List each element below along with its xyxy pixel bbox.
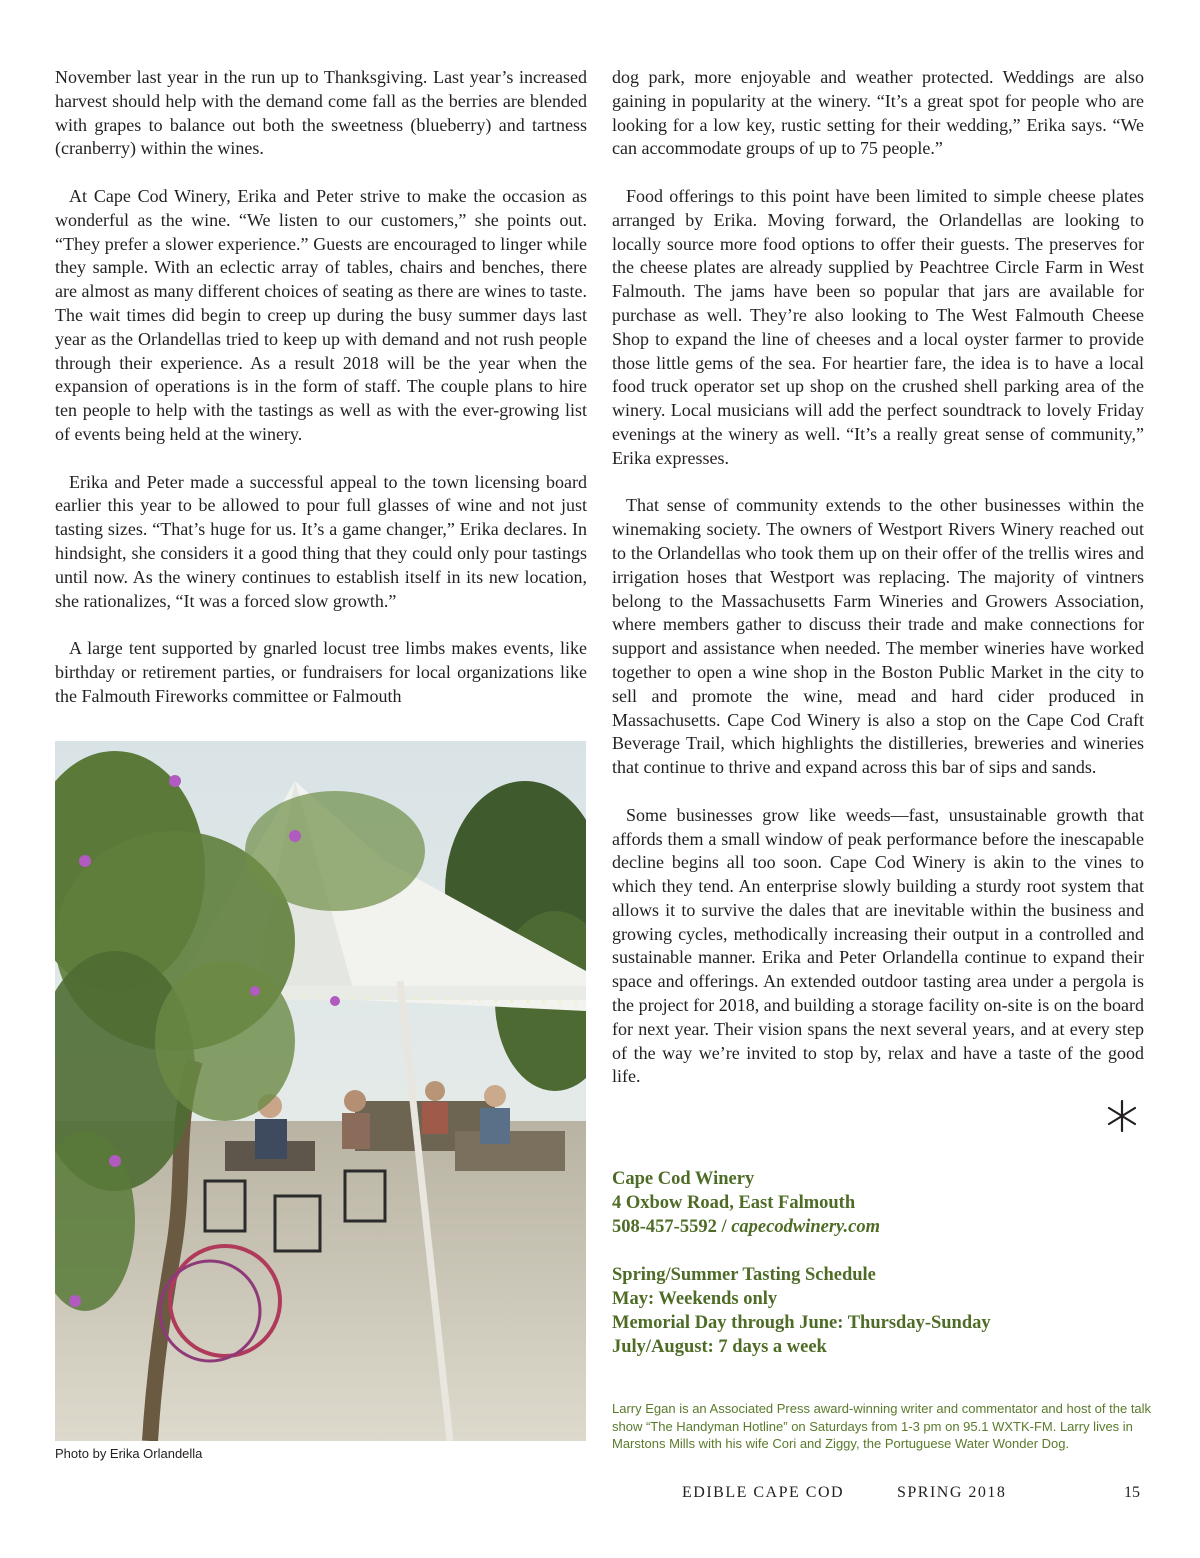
article-paragraph: Erika and Peter made a successful appeal to the town licensing board earlier this year to be allowed to pour full glasses of wine and not just tasting sizes. “That’s huge for us. It’s a game changer,” Erika declares. In hindsight, she considers it a good thing that they could only pour tastings until now. As the winery continues to establish itself in its new location, she rationalizes, “It was a forced slow growth.” — [55, 471, 587, 611]
article-paragraph: At Cape Cod Winery, Erika and Peter strive to make the occasion as wonderful as the wine. “We listen to our customers,” she points out. “They prefer a slower experience.” Guests are encouraged to linger while they sample. With an eclectic array of tables, chairs and benches, there are almost as many different choices of seating as there are wines to taste. The wait times did begin to creep up during the busy summer days last year as the Orlandellas tried to keep up with demand and not rush people through their experience. As a result 2018 will be the year when the expansion of operations is in the form of staff. The couple plans to hire ten people to help with the tastings as well as with the ever-growing list of events being held at the winery. — [55, 185, 587, 444]
schedule-item: May: Weekends only — [612, 1289, 778, 1309]
winery-tent-photo — [55, 741, 586, 1441]
winery-contact-info — [612, 1167, 991, 1359]
article-paragraph: A large tent supported by gnarled locust tree limbs makes events, like birthday or retirement parties, or fundraisers for local organizations like the Falmouth Fireworks committee or Falmouth — [55, 638, 587, 706]
schedule-item: July/August: 7 days a week — [612, 1337, 827, 1357]
author-bio: Larry Egan is an Associated Press award-winning writer and commentator and host of the talk show “The Handyman Hotline” on Saturdays from 1-3 pm on 95.1 WXTK-FM. Larry lives in Marstons Mills with his wife Cori and Ziggy, the Portuguese Water Wonder Dog. — [612, 1401, 1152, 1451]
winery-name: Cape Cod Winery — [612, 1169, 755, 1189]
article-left-column — [55, 66, 587, 732]
article-paragraph: November last year in the run up to Thanksgiving. Last year’s increased harvest should help with the demand come fall as the berries are blended with grapes to balance out both the sweetness (blueberry) and tartness (cranberry) within the wines. — [55, 67, 587, 159]
article-paragraph: Food offerings to this point have been limited to simple cheese plates arranged by Erika. Moving forward, the Orlandellas are looking to locally source more food options to offer their guests. The preserves for the cheese plates are already supplied by Peachtree Circle Farm in West Falmouth. The jams have been so popular that jars are available for purchase as well. They’re also looking to The West Falmouth Cheese Shop to expand the line of cheeses and a local oyster farmer to provide those little gems of the sea. For heartier fare, the idea is to have a local food truck operator set up shop on the crushed shell parking area of the winery. Local musicians will add the perfect soundtrack to lovely Friday evenings at the winery as well. “It’s a really great sense of community,” Erika expresses. — [612, 185, 1144, 468]
page-footer — [0, 1484, 1200, 1506]
winery-website-link[interactable]: capecodwinery.com — [731, 1217, 881, 1237]
winery-phone: 508-457-5592 / — [612, 1217, 727, 1237]
issue-label: SPRING 2018 — [897, 1484, 1007, 1501]
schedule-item: Memorial Day through June: Thursday-Sunday — [612, 1313, 991, 1333]
article-paragraph: Some businesses grow like weeds—fast, unsustainable growth that affords them a small window of peak performance before the inescapable decline begins all too soon. Cape Cod Winery is akin to the vines to which they tend. An enterprise slowly building a sturdy root system that allows it to survive the dales that are inevitable within the business and growing cycles, methodically increasing their output in a controlled and sustainable manner. Erika and Peter Orlandella continue to expand their space and offerings. An extended outdoor tasting area under a pergola is the project for 2018, and building a storage facility on-site is on the board for next year. Their vision spans the next several years, and at every step of the way we’re invited to stop by, relax and have a taste of the good life. — [612, 804, 1144, 1087]
winery-address: 4 Oxbow Road, East Falmouth — [612, 1193, 856, 1213]
article-paragraph: That sense of community extends to the other businesses within the winemaking society. The owners of Westport Rivers Winery reached out to the Orlandellas who took them up on their offer of the trellis wires and irrigation hoses that Westport was replacing. The majority of vintners belong to the Massachusetts Farm Wineries and Growers Association, where members gather to discuss their trade and make connections for support and assistance when needed. The member wineries have worked together to open a wine shop in the Boston Public Market in the city to sell and promote the wine, mead and hard cider produced in Massachusetts. Cape Cod Winery is also a stop on the Cape Cod Craft Beverage Trail, which highlights the distilleries, breweries and wineries that continue to thrive and expand across this bar of sips and sands. — [612, 495, 1144, 778]
publication-name: EDIBLE CAPE COD — [682, 1484, 845, 1501]
article-right-column — [612, 66, 1144, 1113]
article-paragraph: dog park, more enjoyable and weather protected. Weddings are also gaining in popularity at the winery. “It’s a great spot for people who are looking for a low key, rustic setting for their wedding,” Erika says. “We can accommodate groups of up to 75 people.” — [612, 67, 1144, 159]
asterisk-end-icon — [1104, 1098, 1140, 1139]
winery-contact — [612, 1215, 991, 1239]
schedule-title: Spring/Summer Tasting Schedule — [612, 1265, 876, 1285]
photo-caption: Photo by Erika Orlandella — [55, 1446, 203, 1461]
page-number: 15 — [1124, 1484, 1140, 1501]
